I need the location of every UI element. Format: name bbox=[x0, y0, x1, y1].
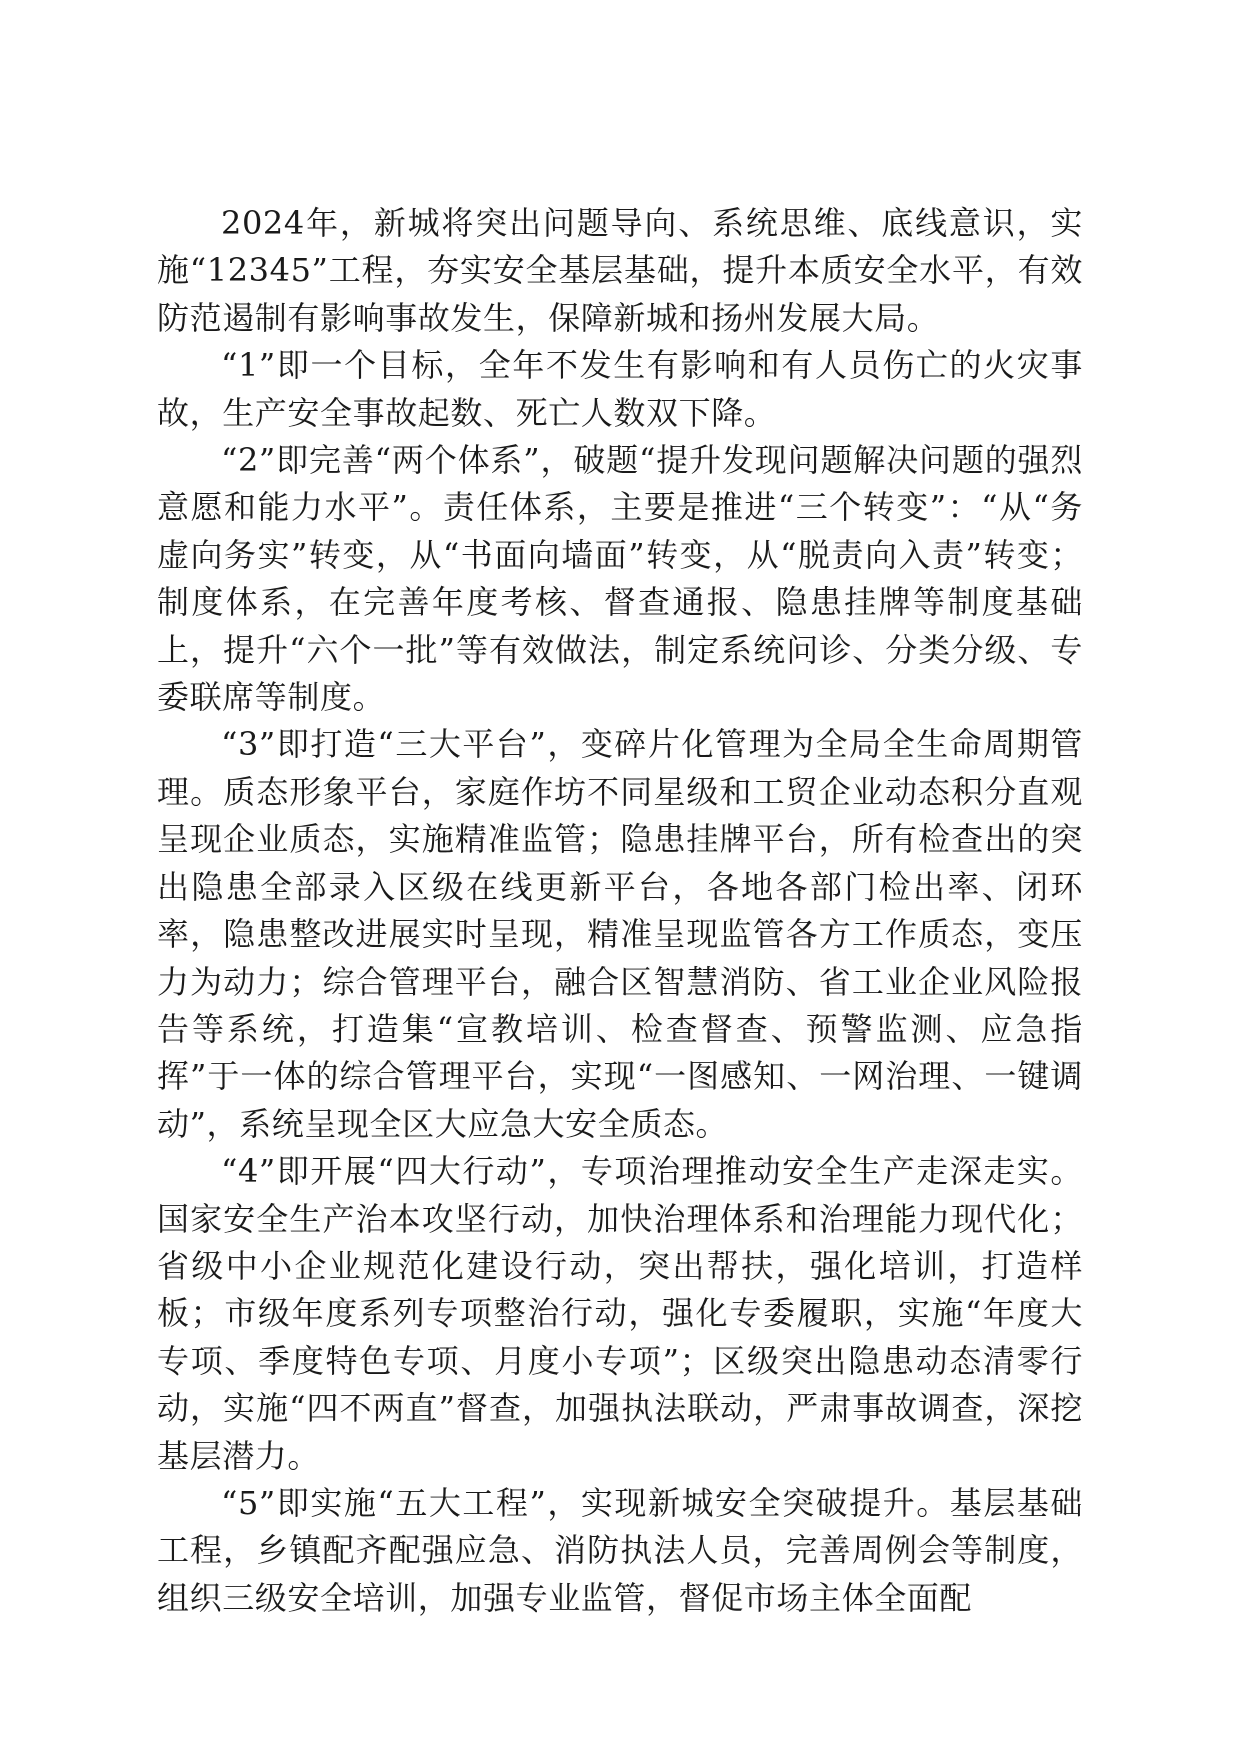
document-page bbox=[157, 200, 1083, 1622]
paragraph-goal-1: “1”即一个目标，全年不发生有影响和有人员伤亡的火灾事故，生产安全事故起数、死亡人数双下降。 bbox=[157, 346, 1083, 432]
paragraph-actions-4: “4”即开展“四大行动”，专项治理推动安全生产走深走实。国家安全生产治本攻坚行动，加快治理体系和治理能力现代化；省级中小企业规范化建设行动，突出帮扶，强化培训，打造样板；市级年度系列专项整治行动，强化专委履职，实施“年度大专项、季度特色专项、月度小专项”；区级突出隐患动态清零行动，实施“四不两直”督查，加强执法联动，严肃事故调查，深挖基层潜力。 bbox=[157, 1152, 1083, 1475]
paragraph-projects-5: “5”即实施“五大工程”，实现新城安全突破提升。基层基础工程，乡镇配齐配强应急、消防执法人员，完善周例会等制度，组织三级安全培训，加强专业监管，督促市场主体全面配 bbox=[157, 1483, 1083, 1617]
paragraph-intro: 2024年，新城将突出问题导向、系统思维、底线意识，实施“12345”工程，夯实安全基层基础，提升本质安全水平，有效防范遏制有影响事故发生，保障新城和扬州发展大局。 bbox=[157, 204, 1083, 337]
paragraph-platforms-3: “3”即打造“三大平台”，变碎片化管理为全局全生命周期管理。质态形象平台，家庭作坊不同星级和工贸企业动态积分直观呈现企业质态，实施精准监管；隐患挂牌平台，所有检查出的突出隐患全部录入区级在线更新平台，各地各部门检出率、闭环率，隐患整改进展实时呈现，精准呈现监管各方工作质态，变压力为动力；综合管理平台，融合区智慧消防、省工业企业风险报告等系统，打造集“宣教培训、检查督查、预警监测、应急指挥”于一体的综合管理平台，实现“一图感知、一网治理、一键调动”，系统呈现全区大应急大安全质态。 bbox=[157, 725, 1083, 1143]
paragraph-systems-2: “2”即完善“两个体系”，破题“提升发现问题解决问题的强烈意愿和能力水平”。责任体系，主要是推进“三个转变”：“从“务虚向务实”转变，从“书面向墙面”转变，从“脱责向入责”转变；制度体系，在完善年度考核、督查通报、隐患挂牌等制度基础上，提升“六个一批”等有效做法，制定系统问诊、分类分级、专委联席等制度。 bbox=[157, 441, 1083, 717]
